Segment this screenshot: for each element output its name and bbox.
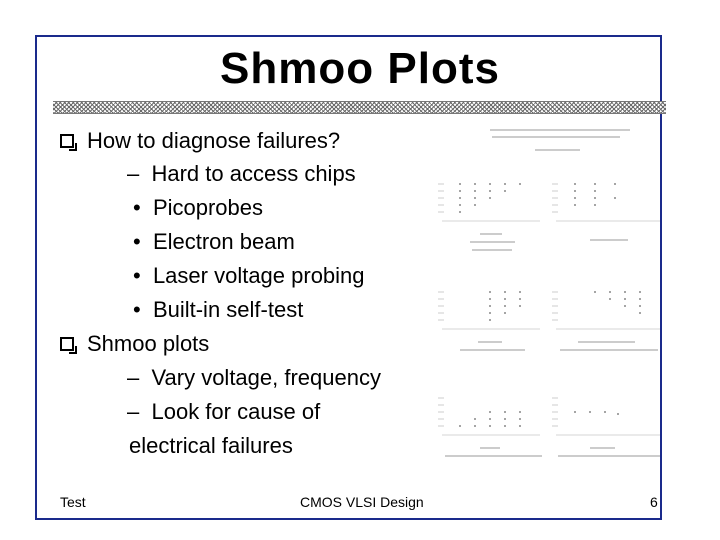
shmoo-panel-finger (552, 398, 660, 435)
checkbox-bullet-icon (60, 337, 74, 351)
shmoo-plot-figure (430, 122, 668, 462)
footer-page-number: 6 (650, 494, 658, 510)
shmoo-marks-brick-wall (574, 183, 616, 206)
bullet-item: • Picoprobes (133, 195, 264, 220)
caption-normal (470, 234, 515, 250)
shmoo-marks-finger (574, 411, 619, 415)
shmoo-panel-brick-wall (552, 184, 660, 221)
title-divider (53, 101, 666, 114)
shmoo-panel-reverse-speedpaths (552, 292, 660, 329)
bullet-item: • Electron beam (133, 229, 295, 254)
footer-left: Test (60, 494, 86, 510)
bullet-item: • Laser voltage probing (133, 263, 365, 288)
caption-wall (460, 342, 525, 350)
caption-reverse-speedpaths (560, 342, 658, 350)
bullet-item: Shmoo plots (60, 329, 209, 359)
bullet-item: • Built-in self-test (133, 297, 304, 322)
shmoo-marks-floor (459, 411, 521, 427)
slide-title: Shmoo Plots (220, 44, 500, 93)
shmoo-panel-floor (438, 398, 540, 435)
figure-caption (490, 130, 630, 150)
bullet-item: electrical failures (129, 433, 293, 458)
bullet-item: – Look for cause of (127, 399, 321, 424)
bullet-item: How to diagnose failures? (60, 126, 340, 156)
bullet-item: – Hard to access chips (127, 161, 356, 186)
shmoo-panel-normal (438, 184, 540, 221)
footer-center: CMOS VLSI Design (300, 494, 424, 510)
caption-finger (558, 448, 660, 456)
shmoo-marks-wall (489, 291, 521, 321)
shmoo-panel-wall (438, 292, 540, 329)
bullet-item: – Vary voltage, frequency (127, 365, 381, 390)
caption-floor (445, 448, 542, 456)
shmoo-marks-reverse-speedpaths (594, 291, 641, 314)
checkbox-bullet-icon (60, 134, 74, 148)
shmoo-marks-normal (459, 183, 521, 213)
shmoo-plot-grid-figure (430, 122, 668, 462)
